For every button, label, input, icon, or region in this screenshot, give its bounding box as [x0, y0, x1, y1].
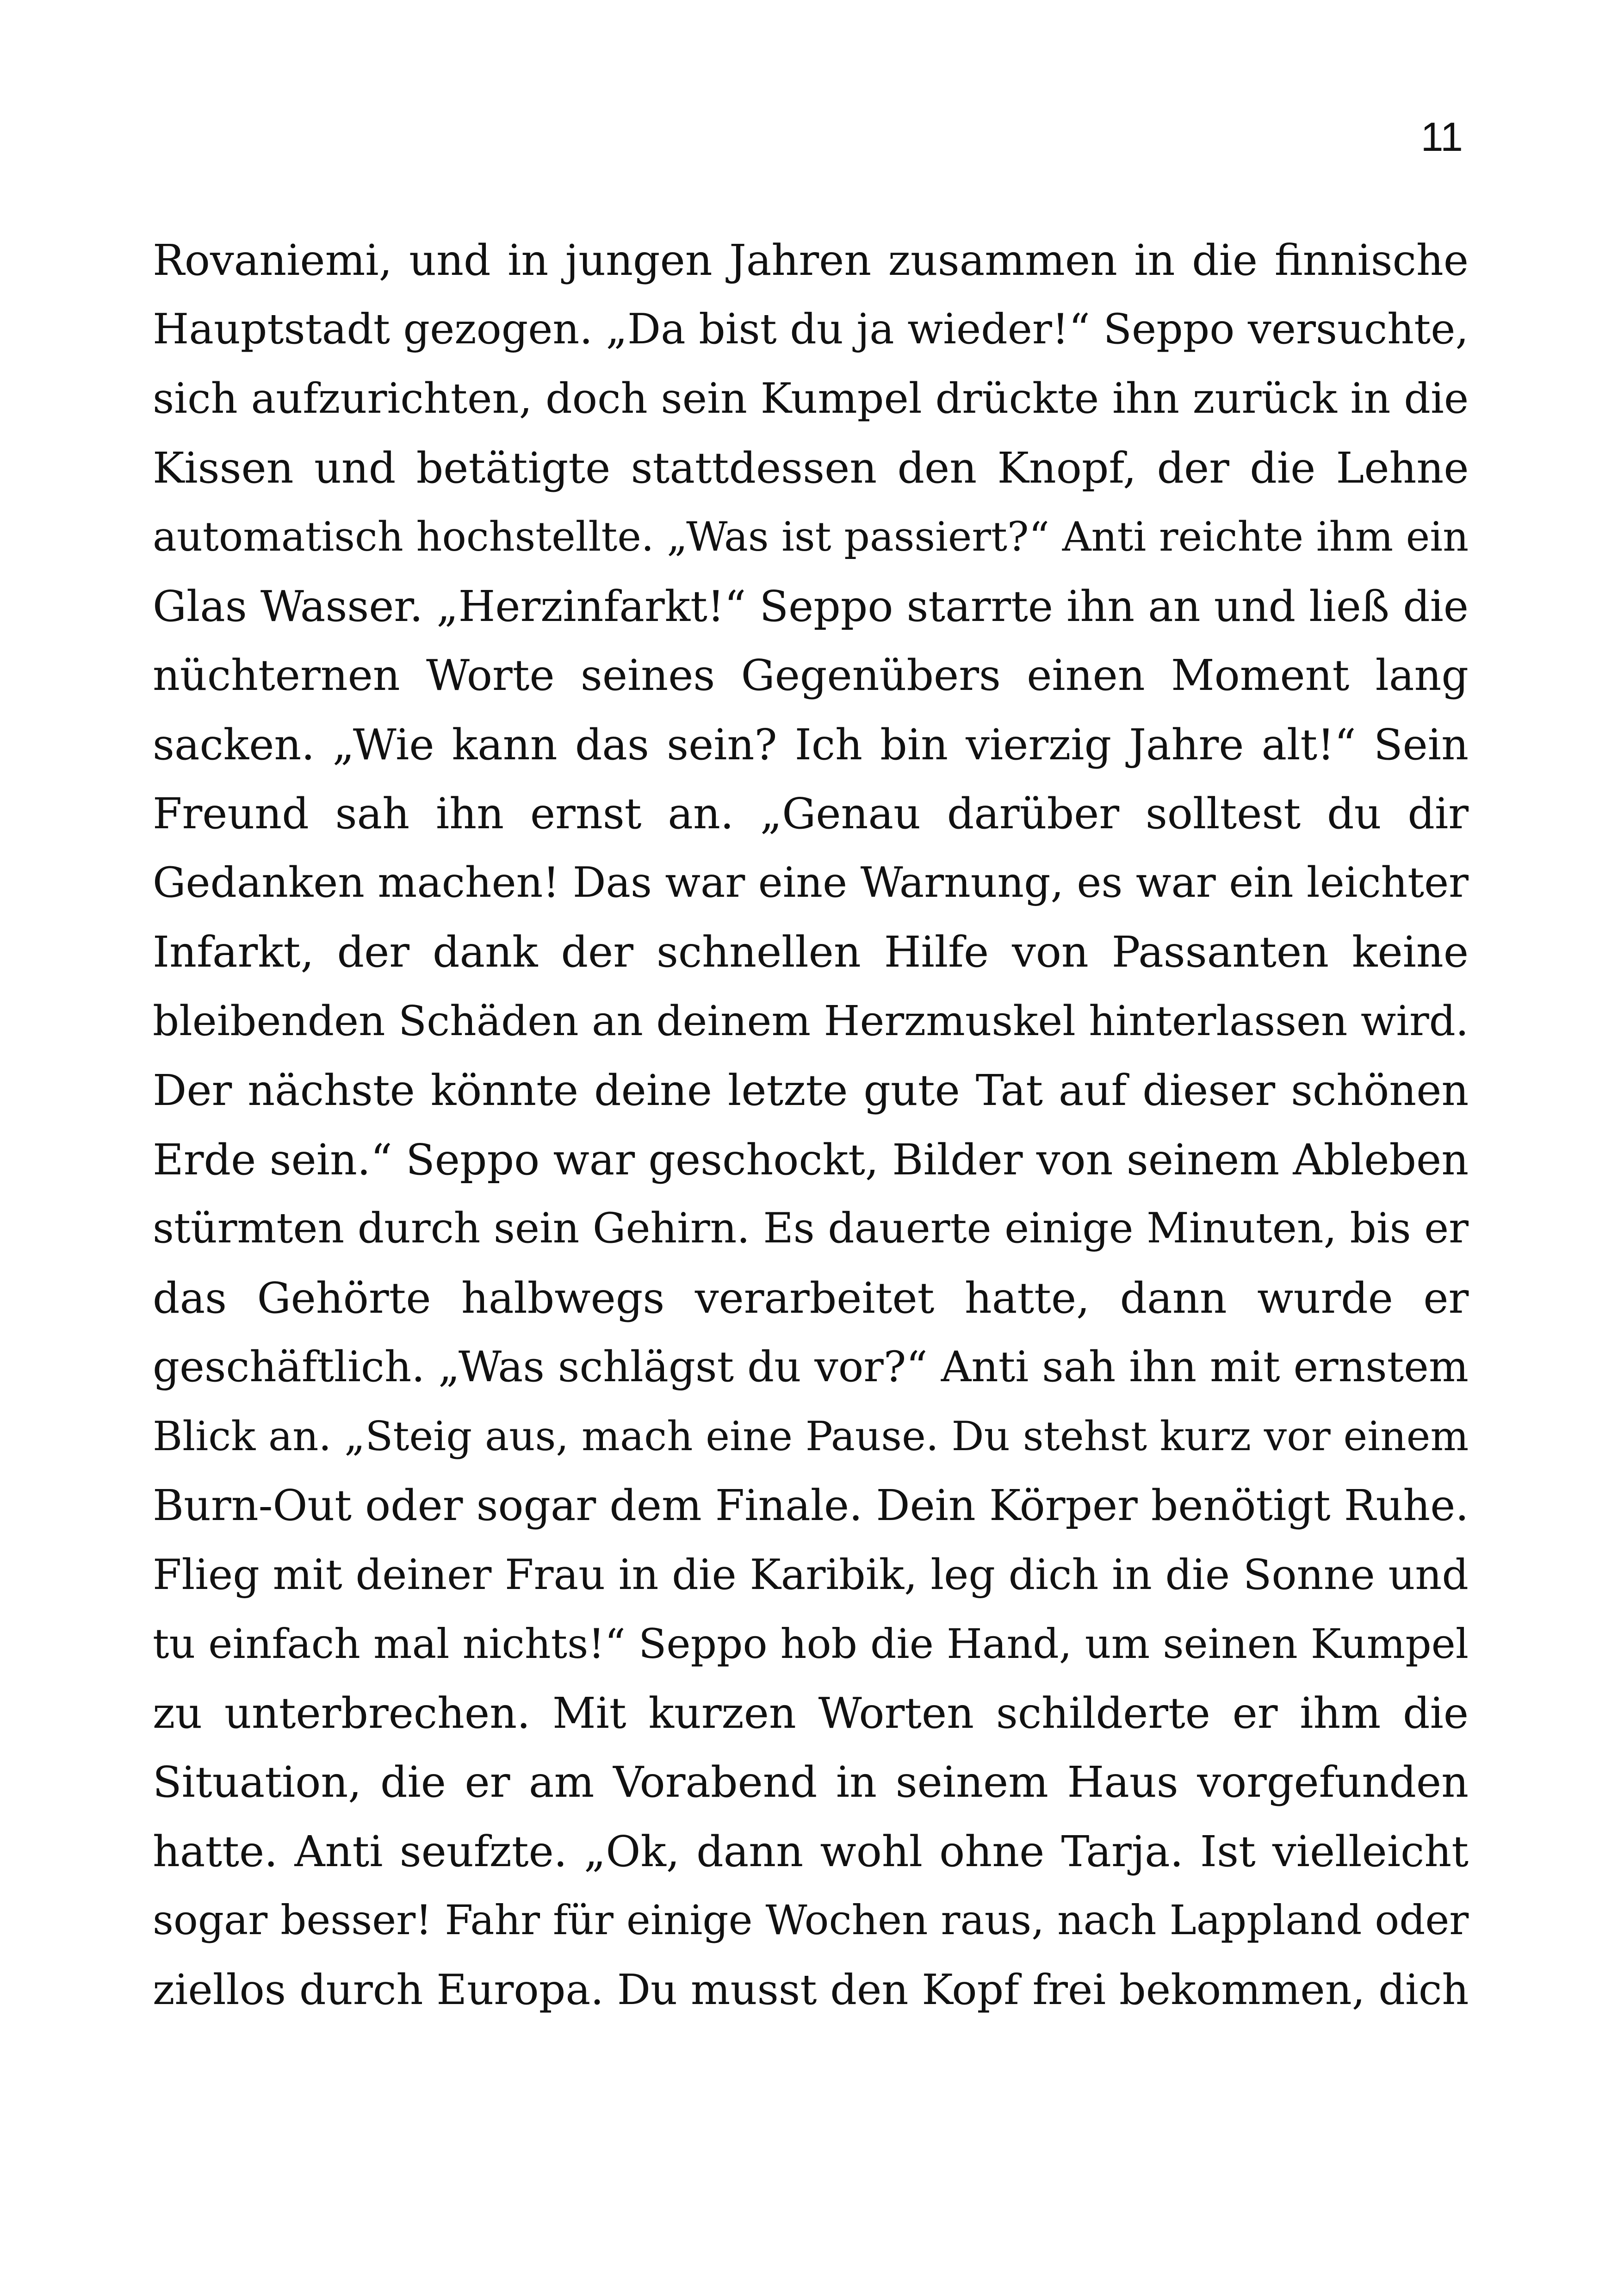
- page-number: 11: [1420, 114, 1463, 160]
- text-line: nüchternen Worte seines Gegenübers einen Moment lang: [153, 651, 1469, 700]
- text-line: sogar besser! Fahr für einige Wochen raus, nach Lappland oder: [153, 1897, 1469, 1944]
- text-line: Der nächste könnte deine letzte gute Tat auf dieser schönen: [153, 1066, 1469, 1115]
- text-line: Hauptstadt gezogen. „Da bist du ja wieder!“ Seppo versuchte,: [153, 305, 1469, 354]
- text-line: Kissen und betätigte stattdessen den Knopf, der die Lehne: [153, 443, 1469, 493]
- text-line: Burn-Out oder sogar dem Finale. Dein Körper benötigt Ruhe.: [153, 1481, 1469, 1530]
- text-line: stürmten durch sein Gehirn. Es dauerte einige Minuten, bis er: [153, 1204, 1469, 1253]
- text-line: Rovaniemi, und in jungen Jahren zusammen in die finnische: [153, 236, 1469, 285]
- text-line: Situation, die er am Vorabend in seinem Haus vorgefunden: [153, 1757, 1469, 1807]
- text-line: tu einfach mal nichts!“ Seppo hob die Hand, um seinen Kumpel: [153, 1620, 1469, 1668]
- text-line: geschäftlich. „Was schlägst du vor?“ Anti sah ihn mit ernstem: [153, 1343, 1469, 1391]
- text-line: Glas Wasser. „Herzinfarkt!“ Seppo starrte ihn an und ließ die: [153, 581, 1469, 631]
- text-line: Infarkt, der dank der schnellen Hilfe von Passanten keine: [153, 927, 1469, 977]
- text-line: das Gehörte halbwegs verarbeitet hatte, dann wurde er: [153, 1273, 1469, 1323]
- text-line: Gedanken machen! Das war eine Warnung, es war ein leichter: [153, 858, 1469, 907]
- text-line: Freund sah ihn ernst an. „Genau darüber solltest du dir: [153, 789, 1469, 838]
- body-text: [153, 226, 1469, 2024]
- text-line: bleibenden Schäden an deinem Herzmuskel hinterlassen wird.: [153, 997, 1469, 1045]
- text-line: Flieg mit deiner Frau in die Karibik, leg dich in die Sonne und: [153, 1550, 1469, 1599]
- text-line: Erde sein.“ Seppo war geschockt, Bilder von seinem Ableben: [153, 1135, 1469, 1185]
- text-line: ziellos durch Europa. Du musst den Kopf frei bekommen, dich: [153, 1965, 1469, 2014]
- text-line: sacken. „Wie kann das sein? Ich bin vierzig Jahre alt!“ Sein: [153, 720, 1469, 769]
- text-line: Blick an. „Steig aus, mach eine Pause. Du stehst kurz vor einem: [153, 1412, 1469, 1460]
- text-line: automatisch hochstellte. „Was ist passiert?“ Anti reichte ihm ein: [153, 513, 1469, 560]
- text-line: sich aufzurichten, doch sein Kumpel drückte ihn zurück in die: [153, 374, 1469, 423]
- text-line: hatte. Anti seufzte. „Ok, dann wohl ohne Tarja. Ist vielleicht: [153, 1826, 1469, 1876]
- text-line: zu unterbrechen. Mit kurzen Worten schilderte er ihm die: [153, 1688, 1469, 1738]
